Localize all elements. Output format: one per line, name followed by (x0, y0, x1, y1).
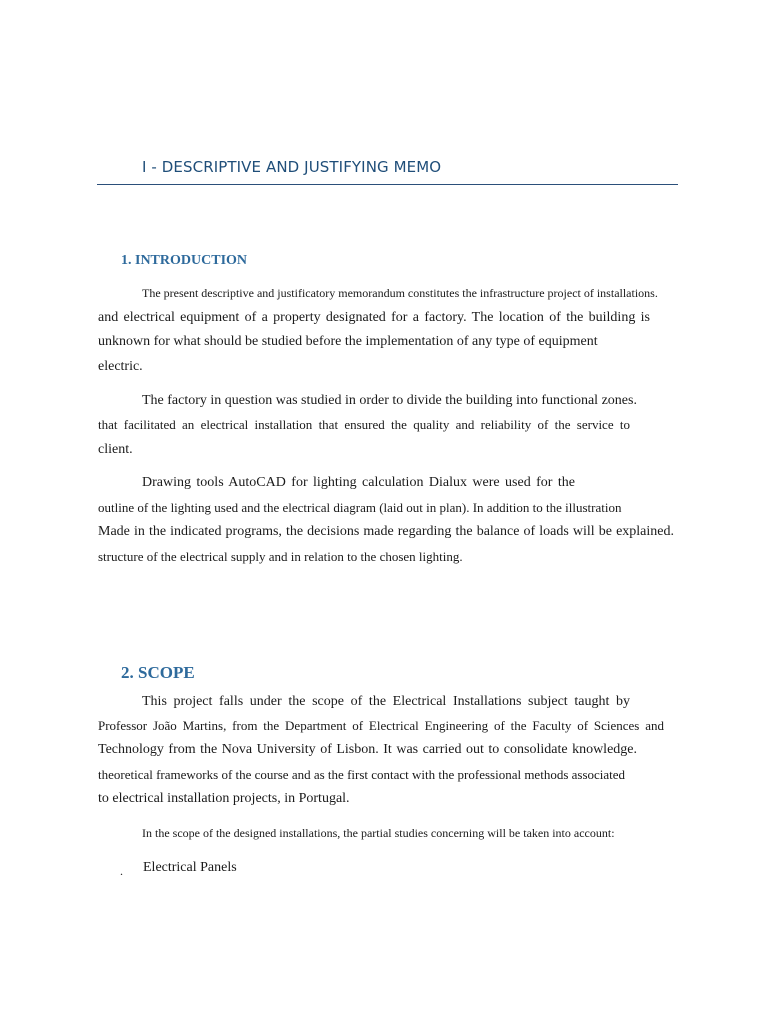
title-underline-divider (97, 184, 678, 185)
scope-paragraph-line: to electrical installation projects, in Portugal. (98, 791, 350, 806)
scope-paragraph-line: Technology from the Nova University of Lisbon. It was carried out to consolidate knowledge. (98, 742, 637, 757)
intro-paragraph-line: The factory in question was studied in order to divide the building into functional zones. (142, 393, 637, 408)
intro-paragraph-line: unknown for what should be studied before the implementation of any type of equipment (98, 334, 598, 349)
intro-paragraph-line: The present descriptive and justificatory memorandum constitutes the infrastructure project of installations. (142, 286, 658, 300)
intro-paragraph-line: outline of the lighting used and the electrical diagram (laid out in plan). In addition to the illustration (98, 500, 622, 515)
scope-paragraph-line: theoretical frameworks of the course and as the first contact with the professional methods associated (98, 767, 626, 782)
intro-paragraph-line: Drawing tools AutoCAD for lighting calculation Dialux were used for the (142, 475, 575, 490)
introduction-heading: 1. INTRODUCTION (121, 253, 248, 268)
intro-paragraph-line: that facilitated an electrical installation that ensured the quality and reliability of the service to (98, 417, 630, 432)
document-section-title: I - DESCRIPTIVE AND JUSTIFYING MEMO (142, 158, 442, 176)
intro-paragraph-line: Made in the indicated programs, the decisions made regarding the balance of loads will be explained. (98, 524, 674, 539)
intro-paragraph-line: structure of the electrical supply and in relation to the chosen lighting. (98, 549, 463, 564)
intro-paragraph-line: and electrical equipment of a property designated for a factory. The location of the building is (98, 310, 650, 325)
scope-paragraph-line: Professor João Martins, from the Department of Electrical Engineering of the Faculty of Sciences and (98, 718, 664, 733)
intro-paragraph-line: electric. (98, 359, 143, 374)
scope-paragraph-line: In the scope of the designed installations, the partial studies concerning will be taken into account: (142, 826, 615, 840)
intro-paragraph-line: client. (98, 442, 133, 457)
scope-paragraph-line: This project falls under the scope of the Electrical Installations subject taught by (142, 694, 630, 709)
scope-heading: 2. SCOPE (121, 663, 195, 682)
bullet-item-electrical-panels: Electrical Panels (143, 860, 237, 875)
bullet-marker: . (120, 864, 123, 878)
